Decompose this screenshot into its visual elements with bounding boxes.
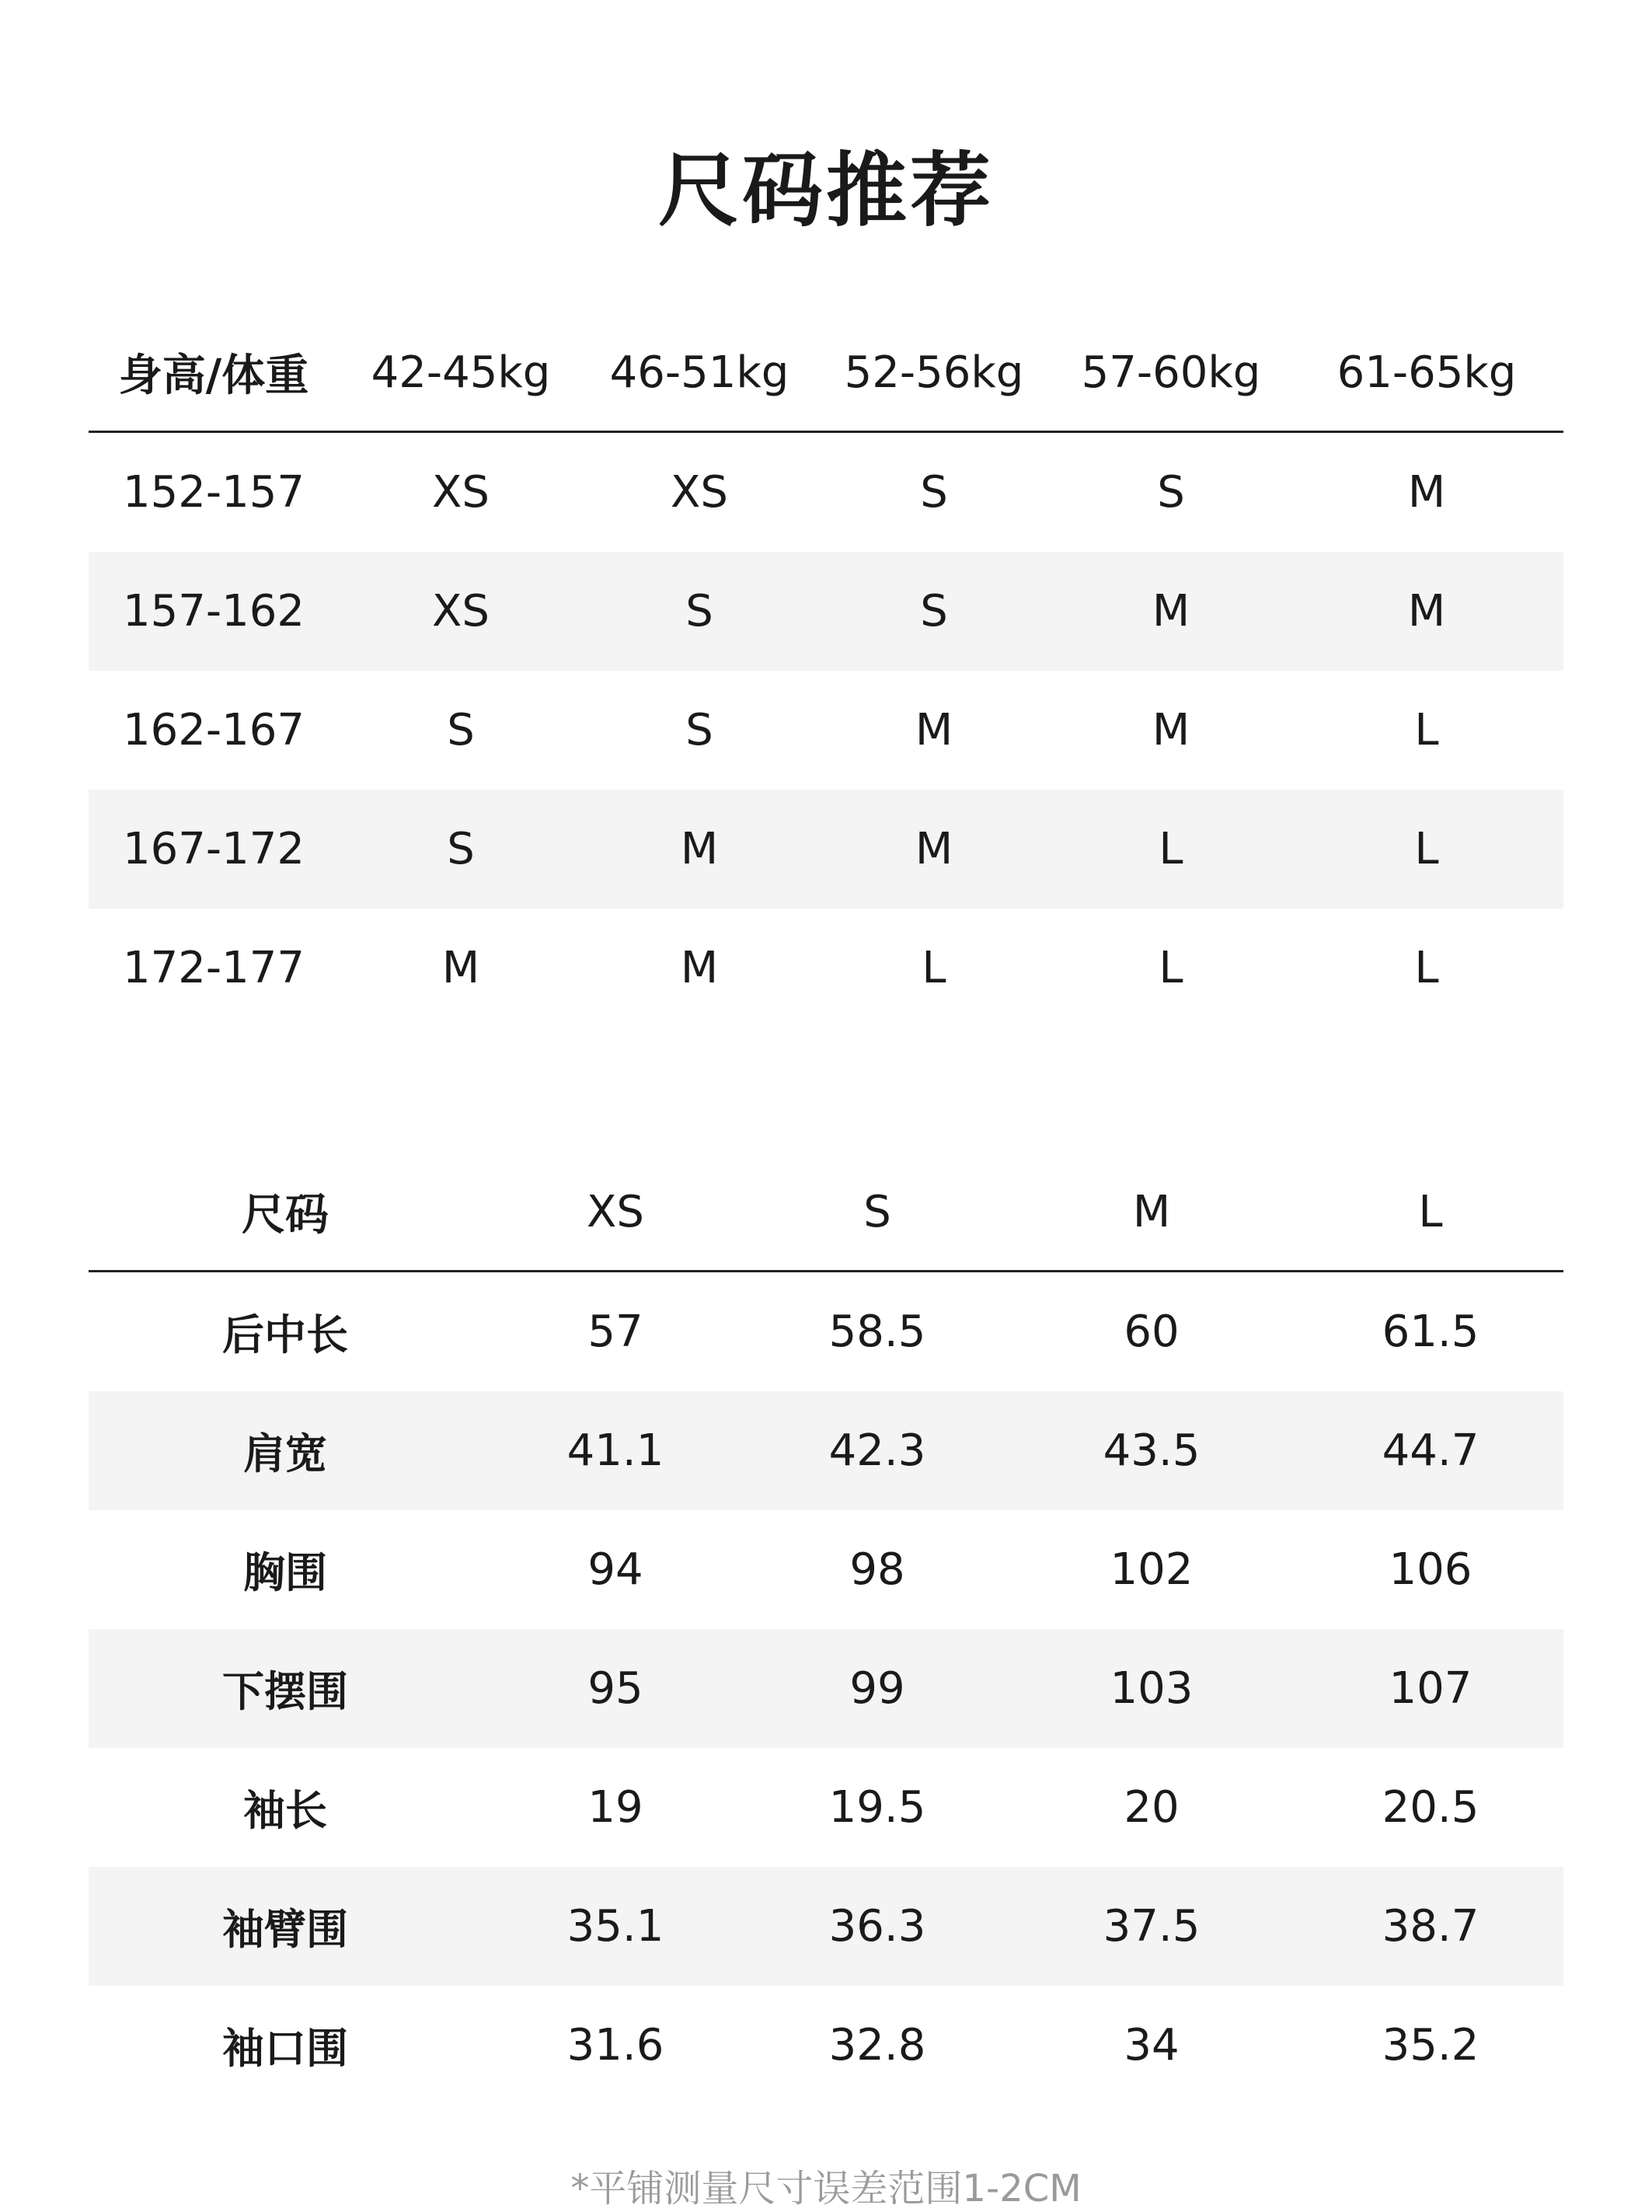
table-header-row: [89, 314, 1563, 432]
height-cell: 167-172: [89, 790, 339, 909]
size-cell: S: [920, 467, 948, 518]
height-cell: 172-177: [123, 943, 305, 993]
measurement-value: 35.1: [482, 1867, 749, 1986]
header-size-s: S: [863, 1186, 891, 1237]
height-cell: 157-162: [89, 552, 339, 671]
size-cell: L: [1414, 943, 1439, 993]
measurement-note: *平铺测量尺寸误差范围1-2CM: [570, 2167, 1082, 2210]
size-cell: S: [816, 552, 1052, 671]
measurement-value: 42.3: [749, 1391, 1005, 1510]
size-cell: M: [1052, 552, 1290, 671]
header-size-xs: XS: [587, 1186, 644, 1237]
measurement-label: 袖口围: [222, 2024, 348, 2073]
size-measurement-table: [89, 1153, 1563, 2105]
size-cell: M: [1290, 552, 1563, 671]
measurement-value: 32.8: [828, 2020, 926, 2071]
size-cell: S: [339, 790, 583, 909]
table-row: [89, 552, 1563, 671]
header-size-m: M: [1132, 1186, 1171, 1237]
size-cell: M: [915, 705, 953, 755]
measurement-value: 98: [849, 1544, 905, 1595]
size-cell: M: [1407, 467, 1446, 518]
size-cell: XS: [339, 552, 583, 671]
measurement-value: 61.5: [1382, 1307, 1479, 1357]
height-cell: 162-167: [123, 705, 305, 755]
table-row: [89, 1391, 1563, 1510]
size-cell: L: [1159, 943, 1183, 993]
size-recommendation-table: [89, 314, 1563, 1027]
header-size: 尺码: [242, 1190, 329, 1240]
size-cell: M: [1152, 705, 1190, 755]
measurement-value: 106: [1389, 1544, 1473, 1595]
size-cell: L: [1414, 705, 1439, 755]
measurement-value: 44.7: [1298, 1391, 1563, 1510]
measurement-value: 20: [1124, 1782, 1180, 1833]
measurement-value: 60: [1124, 1307, 1180, 1357]
measurement-value: 58.5: [828, 1307, 926, 1357]
size-cell: L: [1290, 790, 1563, 909]
header-weight-57-60: 57-60kg: [1081, 347, 1261, 398]
measurement-value: 20.5: [1382, 1782, 1479, 1833]
size-cell: S: [685, 705, 713, 755]
size-cell: M: [583, 790, 816, 909]
table-row: [89, 909, 1563, 1027]
size-cell: S: [583, 552, 816, 671]
table-row: [89, 1748, 1563, 1867]
measurement-label: 袖长: [243, 1786, 327, 1835]
header-weight-61-65: 61-65kg: [1337, 347, 1517, 398]
header-weight-42-45: 42-45kg: [371, 347, 551, 398]
measurement-value: 94: [587, 1544, 643, 1595]
page-title: 尺码推荐: [657, 143, 994, 238]
measurement-value: 57: [587, 1307, 643, 1357]
measurement-value: 43.5: [1005, 1391, 1298, 1510]
table-row: [89, 790, 1563, 909]
size-cell: M: [441, 943, 480, 993]
measurement-value: 103: [1005, 1629, 1298, 1748]
measurement-label: 胸围: [243, 1548, 327, 1597]
measurement-value: 37.5: [1005, 1867, 1298, 1986]
table-row: [89, 1629, 1563, 1748]
size-cell: S: [447, 705, 475, 755]
measurement-label: 袖臂围: [89, 1867, 482, 1986]
measurement-label: 肩宽: [89, 1391, 482, 1510]
measurement-value: 99: [749, 1629, 1005, 1748]
table-row: [89, 1272, 1563, 1392]
header-weight-46-51: 46-51kg: [609, 347, 789, 398]
measurement-value: 35.2: [1382, 2020, 1479, 2071]
size-cell: XS: [671, 467, 728, 518]
table-row: [89, 432, 1563, 553]
size-cell: M: [816, 790, 1052, 909]
measurement-value: 95: [482, 1629, 749, 1748]
measurement-value: 36.3: [749, 1867, 1005, 1986]
size-cell: M: [680, 943, 719, 993]
measurement-value: 38.7: [1298, 1867, 1563, 1986]
measurement-value: 19: [587, 1782, 643, 1833]
height-cell: 152-157: [123, 467, 305, 518]
measurement-label: 下摆围: [89, 1629, 482, 1748]
header-size-l: L: [1418, 1186, 1443, 1237]
measurement-value: 41.1: [482, 1391, 749, 1510]
table-header-row: [89, 1153, 1563, 1272]
size-cell: L: [922, 943, 946, 993]
measurement-value: 31.6: [566, 2020, 664, 2071]
header-height-weight: 身高/体重: [118, 351, 309, 401]
table-row: [89, 1867, 1563, 1986]
table-row: [89, 1986, 1563, 2105]
size-cell: XS: [432, 467, 490, 518]
measurement-value: 34: [1124, 2020, 1180, 2071]
header-weight-52-56: 52-56kg: [844, 347, 1024, 398]
table-row: [89, 671, 1563, 790]
size-cell: S: [1157, 467, 1185, 518]
measurement-value: 102: [1110, 1544, 1194, 1595]
size-cell: L: [1052, 790, 1290, 909]
measurement-value: 19.5: [828, 1782, 926, 1833]
measurement-value: 107: [1298, 1629, 1563, 1748]
table-row: [89, 1510, 1563, 1629]
measurement-label: 后中长: [222, 1310, 348, 1359]
